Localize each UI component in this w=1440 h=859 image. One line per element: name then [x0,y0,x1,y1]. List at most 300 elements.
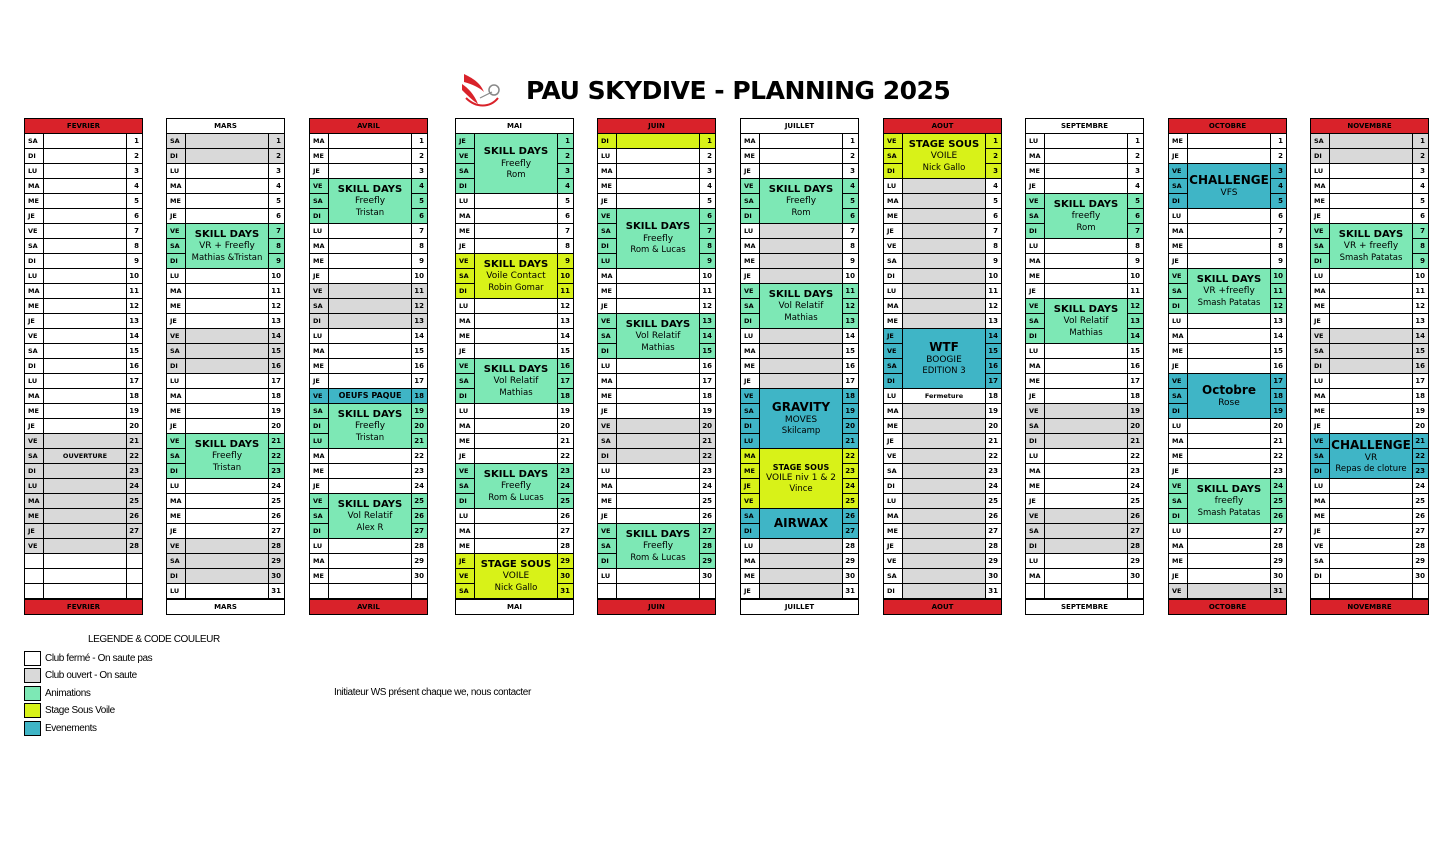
weekday-label: VE [167,329,186,343]
day-row [25,269,142,284]
weekday-label: LU [310,224,329,238]
day-row [1026,179,1143,194]
day-cell [903,524,985,538]
day-number: 30 [842,569,858,583]
day-number: 25 [411,494,427,508]
day-cell [1330,209,1412,223]
day-number: 9 [699,254,715,268]
weekday-label: JE [456,134,475,148]
weekday-label: ME [310,464,329,478]
day-row [167,509,284,524]
day-cell [903,509,985,523]
day-cell [1188,584,1270,598]
day-number: 4 [411,179,427,193]
day-number: 7 [1270,224,1286,238]
weekday-label: JE [598,194,617,208]
day-number: 20 [985,419,1001,433]
day-row [1169,224,1286,239]
day-cell [329,569,411,583]
weekday-label: JE [456,554,475,568]
weekday-label: DI [884,374,903,388]
weekday-label: MA [741,554,760,568]
day-row [456,539,573,554]
weekday-label: LU [884,389,903,403]
day-row [1026,134,1143,149]
day-cell [903,449,985,463]
day-number: 24 [842,479,858,493]
day-number: 26 [557,509,573,523]
weekday-label: LU [1311,479,1330,493]
weekday-label: LU [310,329,329,343]
day-number: 21 [1412,434,1428,448]
weekday-label: LU [167,584,186,598]
day-cell [1045,434,1127,448]
weekday-label: VE [1026,404,1045,418]
day-number: 28 [842,539,858,553]
day-number: 20 [842,419,858,433]
month-header: MARS [167,119,284,134]
event-block [329,494,411,538]
day-row [456,329,573,344]
weekday-label: JE [1026,494,1045,508]
event-text: Rom [1076,222,1096,233]
day-number: 4 [1127,179,1143,193]
day-row [167,524,284,539]
day-cell [617,494,699,508]
day-row [741,164,858,179]
event-text: Repas de cloture [1335,463,1407,474]
day-cell [475,194,557,208]
weekday-label: ME [1311,404,1330,418]
day-row [25,404,142,419]
day-row [1026,359,1143,374]
day-number: 11 [411,284,427,298]
day-cell [903,239,985,253]
day-cell [1045,149,1127,163]
day-cell [760,584,842,598]
day-number: 8 [985,239,1001,253]
day-row [741,134,858,149]
event-text: SKILL DAYS [483,363,549,375]
day-number: 17 [557,374,573,388]
day-number: 15 [1412,344,1428,358]
event-text: MOVES [784,415,818,426]
weekday-label: SA [1026,524,1045,538]
weekday-label: LU [884,494,903,508]
weekday-label: LU [598,359,617,373]
day-row [598,479,715,494]
day-number: 26 [985,509,1001,523]
day-row [310,269,427,284]
day-number: 29 [557,554,573,568]
event-block [475,554,557,598]
day-cell [1330,569,1412,583]
day-cell [617,284,699,298]
weekday-label: VE [1169,164,1188,178]
weekday-label: MA [167,179,186,193]
day-row [1311,314,1428,329]
event-text: freefly [1214,496,1244,507]
day-row [598,509,715,524]
day-cell [617,419,699,433]
day-row [167,389,284,404]
day-cell [1188,239,1270,253]
weekday-label: SA [1311,554,1330,568]
day-row [25,344,142,359]
event-text: SKILL DAYS [625,221,691,233]
weekday-label: ME [1311,194,1330,208]
weekday-label: VE [310,389,329,403]
day-row [884,524,1001,539]
weekday-label: MA [1169,224,1188,238]
day-cell [329,299,411,313]
month-juin [597,118,716,615]
weekday-label: JE [884,329,903,343]
day-cell [329,464,411,478]
day-row [310,539,427,554]
month-footer: JUIN [598,599,715,614]
weekday-label: ME [1026,479,1045,493]
day-row [310,584,427,599]
weekday-label: LU [25,164,44,178]
day-cell [1045,269,1127,283]
day-cell [760,539,842,553]
day-row [598,434,715,449]
day-number: 23 [1270,464,1286,478]
day-row [1026,524,1143,539]
day-row [310,299,427,314]
day-cell [44,254,126,268]
weekday-label: DI [25,149,44,163]
day-cell [475,539,557,553]
day-row [456,314,573,329]
day-row [1026,284,1143,299]
day-cell [617,149,699,163]
day-cell [1188,539,1270,553]
event-text: Rom & Lucas [630,245,686,256]
day-number: 11 [557,284,573,298]
day-number: 10 [1270,269,1286,283]
day-number: 3 [268,164,284,178]
day-number: 10 [699,269,715,283]
weekday-label: VE [1169,374,1188,388]
day-cell [44,419,126,433]
day-cell [44,134,126,148]
day-row [25,374,142,389]
day-row [310,164,427,179]
day-row [456,224,573,239]
weekday-label: SA [1169,494,1188,508]
day-row [25,494,142,509]
month-header: AOUT [884,119,1001,134]
day-cell [475,209,557,223]
event-text: Freefly [354,196,386,207]
day-number: 25 [1127,494,1143,508]
weekday-label: JE [884,539,903,553]
weekday-label: DI [1311,254,1330,268]
weekday-label: JE [598,404,617,418]
event-text: VOILE niv 1 & 2 [766,472,836,483]
day-cell [1188,254,1270,268]
day-cell [44,539,126,553]
weekday-label: LU [167,479,186,493]
weekday-label: DI [167,149,186,163]
event-text: Mathias [499,387,533,398]
day-row [884,509,1001,524]
weekday-label: MA [310,134,329,148]
day-cell [903,179,985,193]
day-row [598,404,715,419]
day-number: 17 [268,374,284,388]
day-cell [186,389,268,403]
weekday-label: DI [598,239,617,253]
day-row [1311,299,1428,314]
day-number: 6 [699,209,715,223]
weekday-label: JE [456,449,475,463]
event-block [760,179,842,223]
weekday-label: SA [167,449,186,463]
event-block [329,179,411,223]
info-note: Initiateur WS présent chaque we, nous contacter [334,687,531,698]
day-cell [329,164,411,178]
day-row [25,254,142,269]
weekday-label: MA [1311,494,1330,508]
day-number: 30 [557,569,573,583]
day-number: 13 [699,314,715,328]
event-text: Alex R [356,522,384,533]
day-row [1026,344,1143,359]
day-number: 21 [842,434,858,448]
legend-item [24,685,90,701]
day-cell [1330,314,1412,328]
day-number: 22 [126,449,142,463]
day-number: 1 [411,134,427,148]
event-text: VR + Freefly [199,241,255,252]
day-row [456,509,573,524]
day-cell [44,149,126,163]
day-cell [903,284,985,298]
weekday-label: SA [1169,179,1188,193]
day-number: 9 [411,254,427,268]
day-row [884,464,1001,479]
day-cell [44,374,126,388]
month-header: JUILLET [741,119,858,134]
weekday-label: ME [25,404,44,418]
day-row [884,479,1001,494]
day-row [1311,404,1428,419]
weekday-label: ME [884,314,903,328]
weekday-label: JE [741,269,760,283]
day-number: 25 [699,494,715,508]
day-row [456,239,573,254]
event-text: WTF [929,340,959,355]
day-row [884,539,1001,554]
day-row [598,584,715,599]
day-row [1311,539,1428,554]
day-cell [1045,449,1127,463]
day-row [598,149,715,164]
weekday-label: VE [1311,434,1330,448]
event-text: Skilcamp [781,426,821,437]
weekday-label: MA [884,299,903,313]
weekday-label: VE [598,419,617,433]
day-number: 17 [411,374,427,388]
event-text: SKILL DAYS [1053,303,1119,315]
day-number: 15 [699,344,715,358]
weekday-label: SA [456,374,475,388]
weekday-label: ME [25,299,44,313]
day-cell [903,479,985,493]
weekday-label: ME [310,149,329,163]
event-text: SKILL DAYS [337,498,403,510]
day-row [741,224,858,239]
weekday-label: LU [1026,344,1045,358]
weekday-label: VE [1169,479,1188,493]
event-block [760,389,842,448]
day-cell [1188,314,1270,328]
day-cell [329,284,411,298]
day-cell [329,344,411,358]
day-cell [1188,209,1270,223]
day-number: 30 [1127,569,1143,583]
day-row [167,284,284,299]
event-text: OEUFS PAQUE [338,391,402,400]
day-cell [329,224,411,238]
day-cell [1330,509,1412,523]
day-number: 11 [126,284,142,298]
weekday-label: SA [1026,209,1045,223]
day-number: 20 [699,419,715,433]
day-number: 9 [1270,254,1286,268]
day-row [1311,134,1428,149]
day-number: 23 [268,464,284,478]
weekday-label: DI [1311,464,1330,478]
logo-icon [458,68,504,112]
weekday-label: LU [25,269,44,283]
day-number: 23 [411,464,427,478]
weekday-label: ME [456,539,475,553]
weekday-label: MA [25,284,44,298]
weekday-label: SA [1026,419,1045,433]
weekday-label: DI [1169,404,1188,418]
day-number: 13 [126,314,142,328]
day-number: 14 [557,329,573,343]
weekday-label: SA [741,404,760,418]
weekday-label: ME [25,194,44,208]
day-cell [186,179,268,193]
weekday-label: ME [598,494,617,508]
day-cell [475,449,557,463]
event-text: SKILL DAYS [483,258,549,270]
day-number: 3 [1270,164,1286,178]
day-number: 29 [1127,554,1143,568]
day-row [167,479,284,494]
weekday-label: VE [25,434,44,448]
day-cell [1330,149,1412,163]
day-row [884,554,1001,569]
weekday-label: DI [1026,329,1045,343]
weekday-label: SA [310,404,329,418]
weekday-label: MA [598,374,617,388]
weekday-label: DI [884,269,903,283]
day-cell [329,239,411,253]
weekday-label: SA [884,254,903,268]
day-number [699,584,715,598]
weekday-label: MA [456,524,475,538]
day-row [1311,329,1428,344]
legend-swatch [24,668,41,683]
day-row [1026,569,1143,584]
day-cell [329,269,411,283]
day-row [598,299,715,314]
event-text: SKILL DAYS [1338,228,1404,240]
day-number: 9 [1127,254,1143,268]
day-row [1169,464,1286,479]
weekday-label: JE [741,479,760,493]
weekday-label [25,569,44,583]
weekday-label: SA [25,449,44,463]
weekday-label: JE [1169,254,1188,268]
weekday-label: LU [310,434,329,448]
day-row [25,329,142,344]
day-row [1169,254,1286,269]
day-number: 28 [268,539,284,553]
day-cell [329,449,411,463]
day-number: 12 [699,299,715,313]
day-cell [186,134,268,148]
day-number: 11 [699,284,715,298]
day-number: 11 [842,284,858,298]
day-cell [475,314,557,328]
day-cell [186,539,268,553]
weekday-label: SA [884,569,903,583]
day-number: 8 [268,239,284,253]
day-number: 6 [126,209,142,223]
day-row [1169,209,1286,224]
day-cell [186,149,268,163]
weekday-label: MA [1169,434,1188,448]
event-text: Rom [506,170,526,181]
day-cell [186,194,268,208]
weekday-label: LU [167,374,186,388]
day-number: 17 [1412,374,1428,388]
day-row [1026,164,1143,179]
day-number: 16 [985,359,1001,373]
day-number: 2 [268,149,284,163]
weekday-label: LU [1026,449,1045,463]
event-text: OUVERTURE [62,451,108,460]
day-number: 5 [699,194,715,208]
day-cell [1045,359,1127,373]
day-cell [1045,404,1127,418]
weekday-label: DI [456,284,475,298]
weekday-label: MA [884,509,903,523]
weekday-label: MA [25,179,44,193]
weekday-label: DI [741,419,760,433]
day-cell [1188,359,1270,373]
day-row [598,494,715,509]
day-number: 4 [1412,179,1428,193]
weekday-label: MA [25,389,44,403]
day-number: 2 [1127,149,1143,163]
day-number: 20 [126,419,142,433]
weekday-label: VE [456,359,475,373]
day-number: 7 [985,224,1001,238]
day-cell [44,179,126,193]
weekday-label: VE [1169,269,1188,283]
day-number: 6 [1127,209,1143,223]
event-block [44,449,126,463]
